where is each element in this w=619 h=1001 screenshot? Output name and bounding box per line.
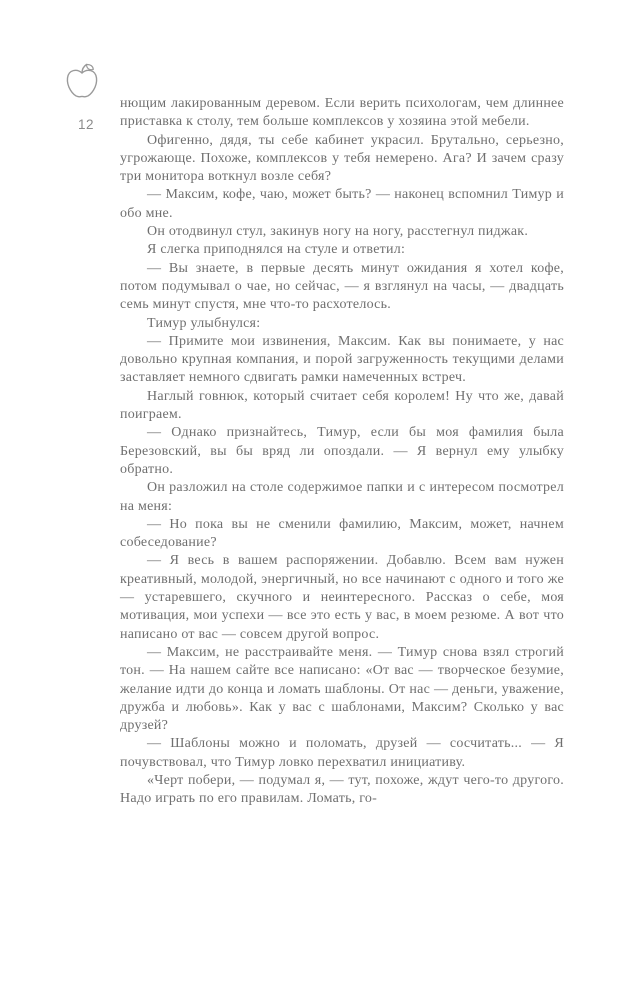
paragraph: Наглый говнюк, который считает себя королем! Ну что же, давай поиграем.	[120, 388, 564, 423]
paragraph: Он отодвинул стул, закинув ногу на ногу, расстегнул пиджак.	[147, 224, 529, 240]
paragraph: — Вы знаете, в первые десять минут ожидания я хотел кофе, потом подумывал о чае, но сейчас, — я взглянул на часы, — двадцать семь минут спустя, мне что-то расхотелось.	[120, 260, 564, 313]
page-number: 12	[78, 117, 95, 132]
paragraph: нющим лакированным деревом. Если верить психологам, чем длиннее приставка к столу, тем больше комплексов у хозяина этой мебели.	[120, 96, 564, 130]
apple-outline-icon	[63, 61, 101, 101]
paragraph: — Однако признайтесь, Тимур, если бы моя фамилия была Березовский, вы бы вряд ли опоздали. — Я вернул ему улыбку обратно.	[120, 425, 564, 477]
paragraph: — Я весь в вашем распоряжении. Добавлю. Всем вам нужен креативный, молодой, энергичный, но все начинают с одного и того же — устаревшего, скучного и неинтересного. Рассказ о себе, моя мотивация, мои успехи — все это есть у вас, в моем резюме. А вот что написано от вас — совсем другой вопрос.	[120, 553, 564, 642]
body-text	[120, 95, 564, 809]
paragraph: — Максим, кофе, чаю, может быть? — наконец вспомнил Тимур и обо мне.	[120, 187, 564, 221]
paragraph: Тимур улыбнулся:	[147, 315, 261, 331]
paragraph: «Черт побери, — подумал я, — тут, похоже, ждут чего-то другого. Надо играть по его правилам. Ломать, го-	[120, 772, 564, 807]
paragraph: — Максим, не расстраивайте меня. — Тимур снова взял строгий тон. — На нашем сайте все написано: «От вас — творческое безумие, желание идти до конца и ломать шаблоны. От нас — деньги, уважение, дружба и любовь». Как у вас с шаблонами, Максим? Сколько у вас друзей?	[120, 644, 564, 734]
paragraph: Я слегка приподнялся на стуле и ответил:	[147, 242, 406, 258]
paragraph: — Но пока вы не сменили фамилию, Максим, может, начнем собеседование?	[120, 516, 564, 551]
paragraph: Офигенно, дядя, ты себе кабинет украсил. Брутально, серьезно, угрожающе. Похоже, комплексов у тебя немерено. Ага? И зачем сразу три монитора воткнул возле себя?	[120, 132, 564, 185]
paragraph: — Примите мои извинения, Максим. Как вы понимаете, у нас довольно крупная компания, и порой загруженность текущими делами заставляет немного сдвигать рамки намеченных встреч.	[120, 333, 564, 386]
paragraph: — Шаблоны можно и поломать, друзей — сосчитать... — Я почувствовал, что Тимур ловко перехватил инициативу.	[120, 736, 564, 770]
paragraph: Он разложил на столе содержимое папки и с интересом посмотрел на меня:	[120, 480, 564, 514]
